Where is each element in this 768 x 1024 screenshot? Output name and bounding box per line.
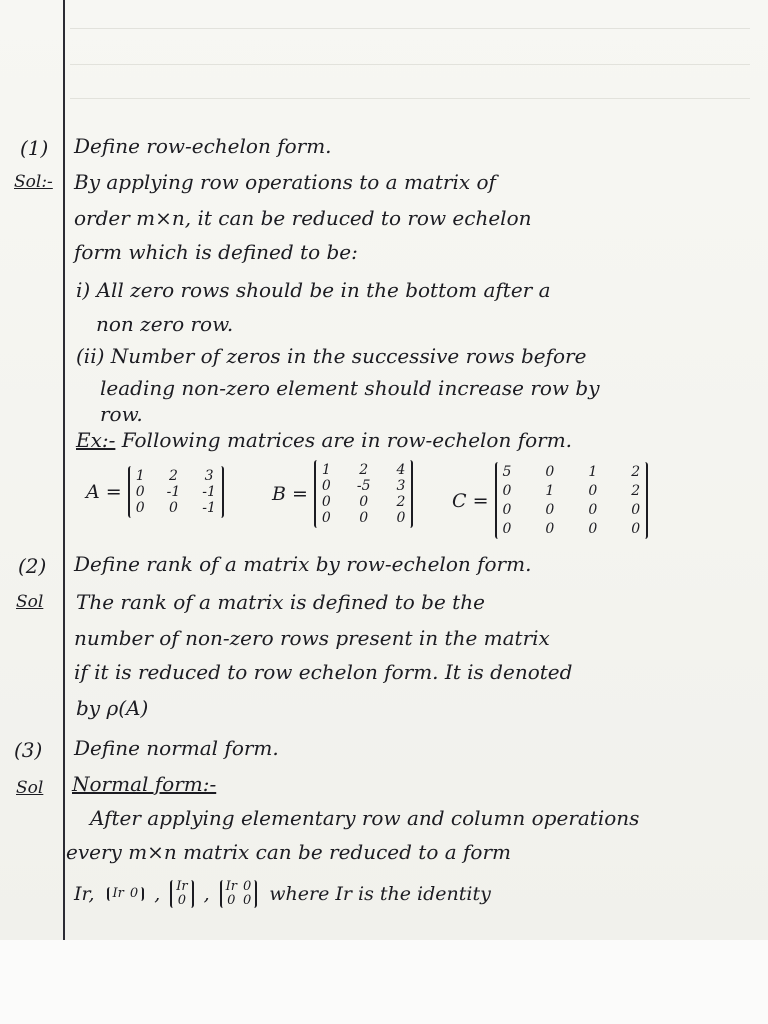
form-column-block: Ir 0 <box>170 880 193 908</box>
matrix-c <box>452 462 648 539</box>
matrix-entry: 0 <box>396 510 406 526</box>
answer-1-line: By applying row operations to a matrix of <box>74 170 496 194</box>
answer-1-line: order m×n, it can be reduced to row echelon <box>74 206 532 230</box>
question-1-text: Define row-echelon form. <box>74 134 332 158</box>
matrix-entry: 0 <box>545 502 555 518</box>
matrix-entry: -1 <box>166 484 181 500</box>
matrix-entry: 0 <box>321 510 331 526</box>
matrix-entry: 4 <box>396 462 406 478</box>
solution-label-1: Sol:- <box>14 172 53 192</box>
question-number-1: (1) <box>20 136 49 160</box>
matrix-entry: 0 <box>502 502 512 518</box>
matrix-entry: 2 <box>168 468 178 484</box>
matrix-entry: 0 <box>135 500 145 516</box>
matrix-a-name: A = <box>86 481 122 503</box>
matrix-entry: 3 <box>396 478 406 494</box>
margin-line <box>63 0 65 940</box>
matrix-c-name: C = <box>452 489 489 512</box>
example-line <box>76 428 572 452</box>
matrix-entry: 2 <box>359 462 369 478</box>
matrix-entry: 2 <box>631 464 641 480</box>
bleed-through-line <box>70 98 750 99</box>
matrix-entry: 0 <box>545 464 555 480</box>
matrix-entry: -1 <box>202 484 216 500</box>
matrix-entry: 2 <box>631 483 641 499</box>
matrix-entry: 0 <box>588 521 598 537</box>
normal-form-heading: Normal form:- <box>72 772 217 796</box>
matrix-entry: 0 <box>631 521 641 537</box>
solution-label-3: Sol <box>16 778 44 798</box>
matrix-b <box>272 460 413 528</box>
question-number-3: (3) <box>14 738 43 762</box>
matrix-entry: 2 <box>396 494 406 510</box>
matrix-entry: 1 <box>321 462 331 478</box>
question-2-text: Define rank of a matrix by row-echelon form. <box>74 552 532 576</box>
answer-2-line: if it is reduced to row echelon form. It is denoted <box>74 660 573 684</box>
matrix-entry: 1 <box>588 464 598 480</box>
matrix-entry: 0 <box>631 502 641 518</box>
solution-label-2: Sol <box>16 592 44 612</box>
matrix-entry: 0 <box>502 521 512 537</box>
answer-1-line: row. <box>100 402 143 426</box>
matrix-b-name: B = <box>272 483 308 505</box>
matrix-entry: 0 <box>588 483 598 499</box>
matrix-entry: 0 <box>321 494 331 510</box>
matrix-entry: -5 <box>356 478 371 494</box>
form-trailing-text: where Ir is the identity <box>269 883 491 905</box>
answer-2-line: by ρ(A) <box>76 696 149 720</box>
matrix-entry: -1 <box>202 500 216 516</box>
blank-area <box>0 940 768 1024</box>
answer-1-line: form which is defined to be: <box>74 240 358 264</box>
example-label: Ex:- <box>76 428 116 452</box>
answer-3-line: every m×n matrix can be reduced to a form <box>66 840 511 864</box>
bleed-through-line <box>70 28 750 29</box>
matrix-entry: 3 <box>204 468 214 484</box>
answer-2-line: number of non-zero rows present in the matrix <box>74 626 550 650</box>
form-full-block: Ir 0 0 0 <box>220 880 258 908</box>
answer-1-line: leading non-zero element should increase row by <box>100 376 600 400</box>
matrix-entry: 0 <box>588 502 598 518</box>
matrix-entry: 0 <box>359 510 369 526</box>
normal-forms-line: Ir, Ir 0 , Ir 0 , Ir 0 0 0 where Ir is the identity <box>74 879 491 908</box>
example-text: Following matrices are in row-echelon form. <box>121 428 573 452</box>
matrix-entry: 1 <box>135 468 145 484</box>
answer-1-line: i) All zero rows should be in the bottom after a <box>76 278 551 302</box>
matrix-entry: 0 <box>321 478 331 494</box>
matrix-entry: 5 <box>502 464 512 480</box>
question-3-text: Define normal form. <box>74 736 279 760</box>
matrix-entry: 0 <box>168 500 178 516</box>
matrix-entry: 0 <box>359 494 369 510</box>
matrix-entry: 0 <box>545 521 555 537</box>
answer-2-line: The rank of a matrix is defined to be the <box>76 590 485 614</box>
matrix-c-body <box>495 462 649 539</box>
matrix-b-body <box>314 460 413 528</box>
answer-3-line: After applying elementary row and column operations <box>90 806 640 830</box>
question-number-2: (2) <box>18 554 47 578</box>
form-row-block: Ir 0 <box>107 887 145 901</box>
answer-1-line: non zero row. <box>96 312 234 336</box>
form-identity: Ir, <box>74 883 95 905</box>
matrix-entry: 1 <box>545 483 555 499</box>
bleed-through-line <box>70 64 750 65</box>
matrix-entry: 0 <box>135 484 145 500</box>
matrix-a-body <box>128 466 224 518</box>
matrix-entry: 0 <box>502 483 512 499</box>
answer-1-line: (ii) Number of zeros in the successive rows before <box>76 344 587 368</box>
matrix-a <box>86 466 224 518</box>
